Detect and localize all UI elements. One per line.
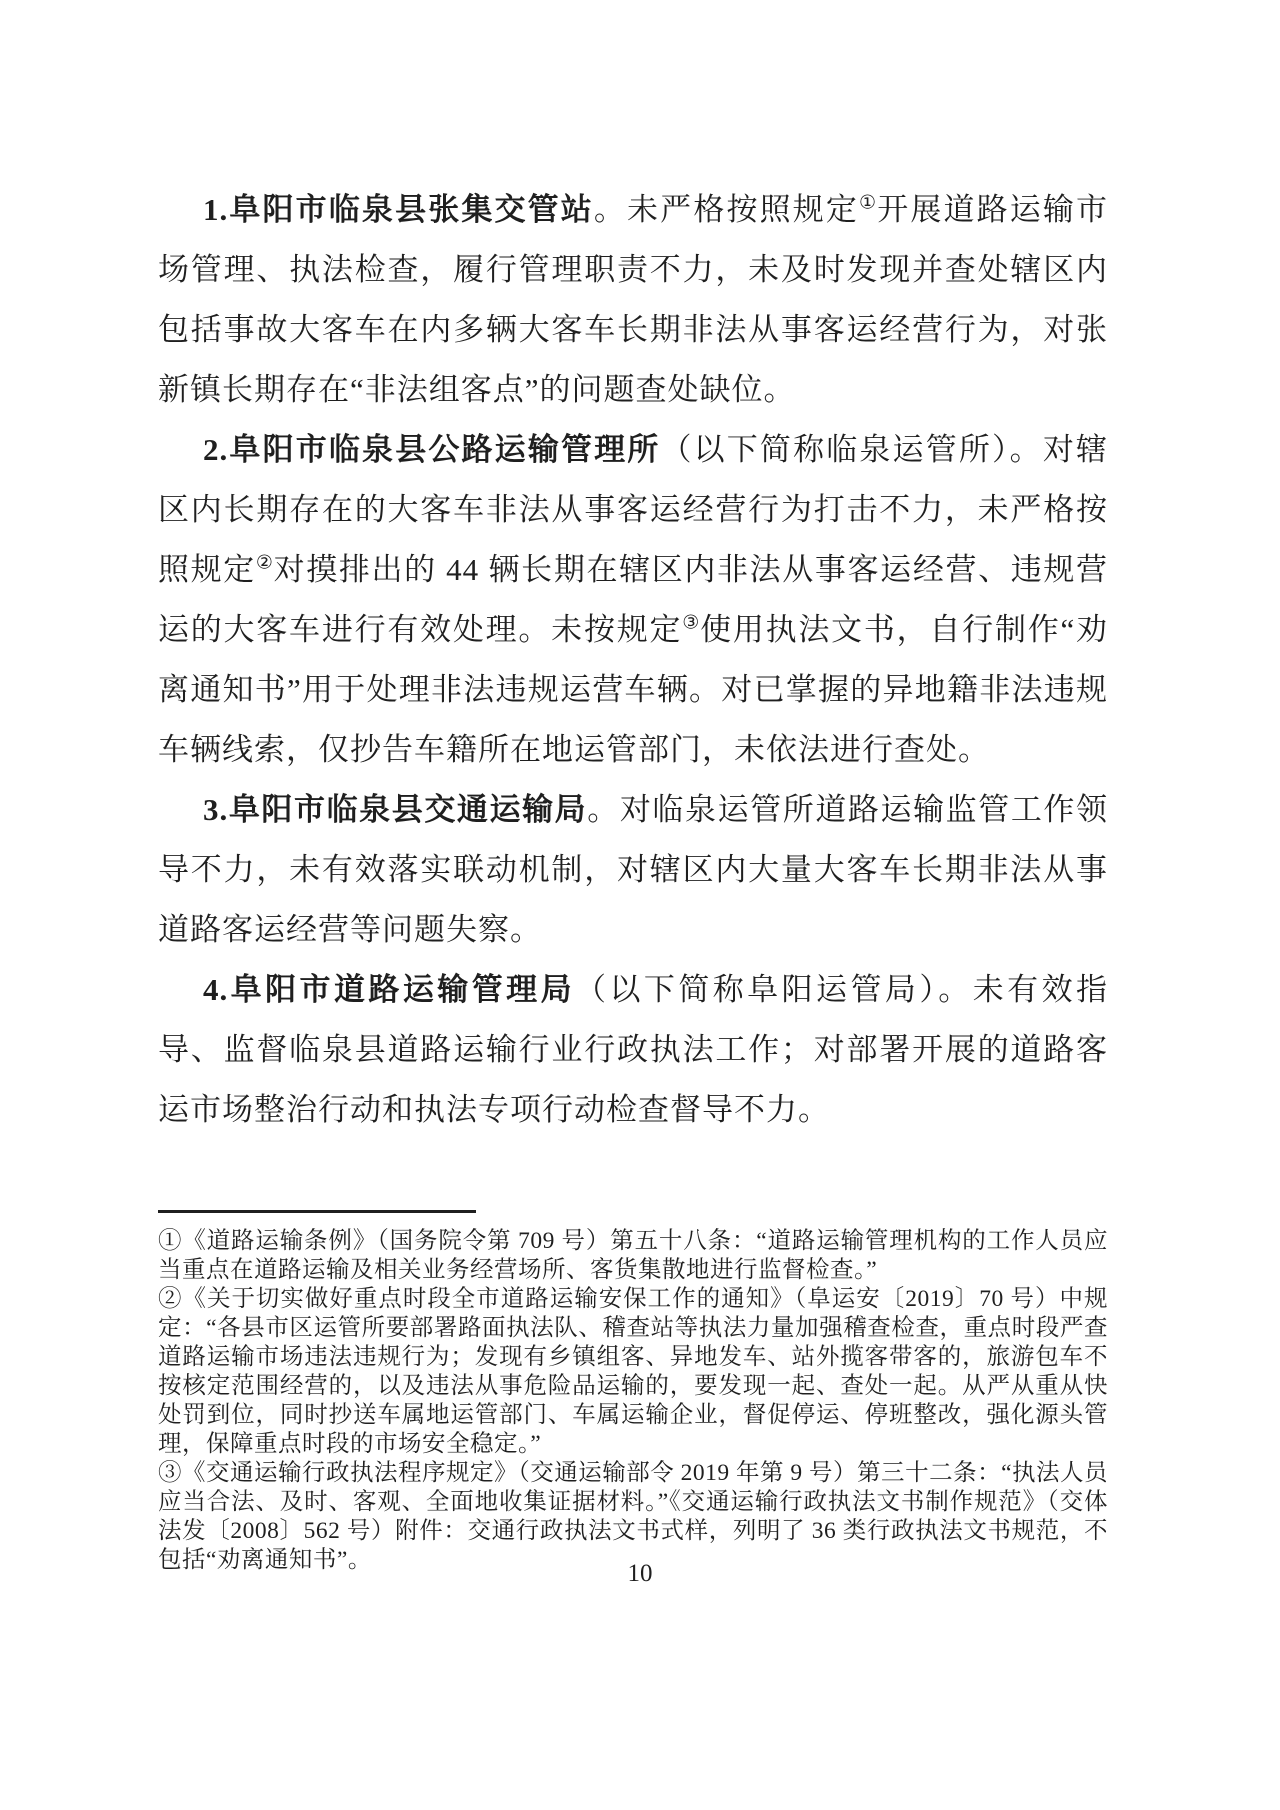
- footnote-ref: ①: [859, 192, 878, 214]
- paragraph-lead: 3.阜阳市临泉县交通运输局: [203, 792, 588, 827]
- paragraph-lead: 4.阜阳市道路运输管理局: [203, 972, 576, 1007]
- paragraph: 2.阜阳市临泉县公路运输管理所（以下简称临泉运管所）。对辖区内长期存在的大客车非法从事客运经营行为打击不力，未严格按照规定②对摸排出的 44 辆长期在辖区内非法从事客运经营、违规营运的大客车进行有效处理。未按规定③使用执法文书，自行制作“劝离通知书”用于处理非法违规运营车辆。对已掌握的异地籍非法违规车辆线索，仅抄告车籍所在地运管部门，未依法进行查处。: [158, 432, 1109, 767]
- footnote-ref: ②: [255, 552, 274, 574]
- paragraph: 3.阜阳市临泉县交通运输局。对临泉运管所道路运输监管工作领导不力，未有效落实联动机制，对辖区内大量大客车长期非法从事道路客运经营等问题失察。: [158, 792, 1108, 947]
- footnote: ②《关于切实做好重点时段全市道路运输安保工作的通知》（阜运安〔2019〕70 号）中规定：“各县市区运管所要部署路面执法队、稽查站等执法力量加强稽查检查，重点时段严查道路运输市场违法违规行为；发现有乡镇组客、异地发车、站外揽客带客的，旅游包车不按核定范围经营的，以及违法从事危险品运输的，要发现一起、查处一起。从严从重从快处罚到位，同时抄送车属地运管部门、车属运输企业，督促停运、停班整改，强化源头管理，保障重点时段的市场安全稳定。”: [158, 1286, 1109, 1457]
- footnote: ①《道路运输条例》（国务院令第 709 号）第五十八条：“道路运输管理机构的工作人员应当重点在道路运输及相关业务经营场所、客货集散地进行监督检查。”: [158, 1228, 1108, 1283]
- footnote: ③《交通运输行政执法程序规定》（交通运输部令 2019 年第 9 号）第三十二条：“执法人员应当合法、及时、客观、全面地收集证据材料。”《交通运输行政执法文书制作规范》（交体法发〔2008〕562 号）附件：交通行政执法文书式样，列明了 36 类行政执法文书规范，不包括“劝离通知书”。: [158, 1460, 1109, 1573]
- footnote-marker: ②: [158, 1286, 183, 1312]
- paragraph: 4.阜阳市道路运输管理局（以下简称阜阳运管局）。未有效指导、监督临泉县道路运输行业行政执法工作；对部署开展的道路客运市场整治行动和执法专项行动检查督导不力。: [158, 972, 1109, 1127]
- footnote-marker: ③: [158, 1460, 183, 1486]
- paragraph: 1.阜阳市临泉县张集交管站。未严格按照规定①开展道路运输市场管理、执法检查，履行管理职责不力，未及时发现并查处辖区内包括事故大客车在内多辆大客车长期非法从事客运经营行为，对张新镇长期存在“非法组客点”的问题查处缺位。: [158, 192, 1109, 407]
- footnote-marker: ①: [158, 1228, 183, 1254]
- paragraph-lead: 1.阜阳市临泉县张集交管站: [203, 192, 594, 227]
- footnote-list: [158, 1227, 1108, 1575]
- body-paragraphs: [158, 180, 1108, 1140]
- page-number: 10: [627, 1560, 653, 1587]
- footnote-separator: [158, 1210, 476, 1213]
- footnotes-section: [158, 1210, 1108, 1575]
- paragraph-lead: 2.阜阳市临泉县公路运输管理所: [203, 432, 661, 467]
- footnote-ref: ③: [682, 612, 701, 634]
